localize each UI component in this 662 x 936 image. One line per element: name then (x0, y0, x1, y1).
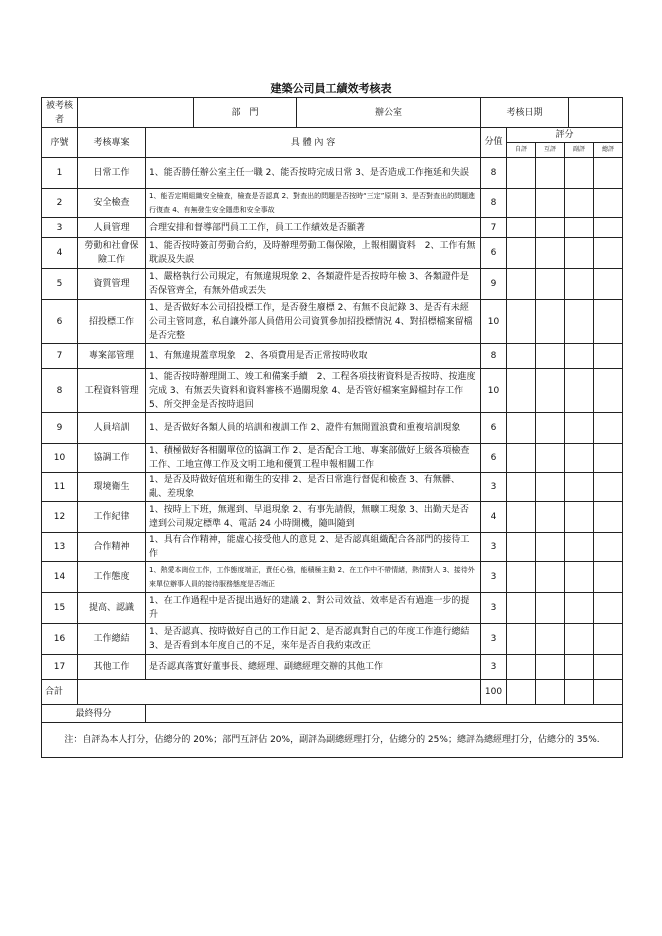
note-row (42, 723, 623, 758)
deputy-score-cell[interactable] (565, 593, 594, 624)
final-score-row (42, 705, 623, 723)
table-row (42, 189, 623, 218)
self-score-cell[interactable] (507, 158, 536, 189)
row-content: 合理安排和督導部門員工工作，員工工作績效是否顯著 (146, 218, 481, 238)
mutual-score-cell[interactable] (536, 189, 565, 218)
row-number: 12 (42, 502, 78, 533)
self-score-cell[interactable] (507, 218, 536, 238)
table-row (42, 593, 623, 624)
total-score-cell[interactable] (594, 624, 623, 655)
row-item: 提高、認識 (78, 593, 146, 624)
row-item: 勞動和社會保險工作 (78, 238, 146, 269)
row-score: 8 (481, 344, 507, 369)
row-score: 3 (481, 624, 507, 655)
self-score-cell[interactable] (507, 562, 536, 593)
row-content: 1、能否定期組織安全檢查，檢查是否認真 2、對查出的問題是否按時“三定”原則 3、是否對查出的問題進行復查 4、有無發生安全隱患和安全事故 (146, 189, 481, 218)
page-title: 建築公司員工績效考核表 (270, 82, 392, 95)
row-number: 1 (42, 158, 78, 189)
table-row (42, 300, 623, 344)
row-item: 工作總結 (78, 624, 146, 655)
table-row (42, 533, 623, 562)
table-row (42, 369, 623, 413)
table-row (42, 218, 623, 238)
row-number: 5 (42, 269, 78, 300)
self-total-cell[interactable] (507, 680, 536, 705)
row-number: 16 (42, 624, 78, 655)
deputy-score-cell[interactable] (565, 158, 594, 189)
table-row (42, 473, 623, 502)
row-item: 專案部管理 (78, 344, 146, 369)
deputy-score-cell[interactable] (565, 344, 594, 369)
total-score-cell[interactable] (594, 473, 623, 502)
deputy-score-cell[interactable] (565, 562, 594, 593)
table-row (42, 238, 623, 269)
self-score-cell[interactable] (507, 413, 536, 444)
total-score-cell[interactable] (594, 369, 623, 413)
row-content: 1、有無違規蓋章現象 2、各項費用是否正常按時收取 (146, 344, 481, 369)
mutual-score-cell[interactable] (536, 238, 565, 269)
total-score-cell[interactable] (594, 533, 623, 562)
row-item: 人員管理 (78, 218, 146, 238)
total-score-cell[interactable] (594, 344, 623, 369)
row-number: 14 (42, 562, 78, 593)
deputy-score-cell[interactable] (565, 413, 594, 444)
total-blank (78, 680, 481, 705)
row-score: 9 (481, 269, 507, 300)
row-number: 8 (42, 369, 78, 413)
total-score-cell[interactable] (594, 593, 623, 624)
self-score-cell[interactable] (507, 624, 536, 655)
col-score: 分值 (481, 128, 507, 158)
mutual-score-cell[interactable] (536, 593, 565, 624)
deputy-score-cell[interactable] (565, 189, 594, 218)
row-item: 工作態度 (78, 562, 146, 593)
row-score: 10 (481, 300, 507, 344)
mutual-score-cell[interactable] (536, 624, 565, 655)
total-score-cell[interactable] (594, 502, 623, 533)
row-content: 1、是否及時做好值班和衛生的安排 2、是否日常進行督促和檢查 3、有無髒、亂、差現象 (146, 473, 481, 502)
row-item: 資質管理 (78, 269, 146, 300)
self-score-cell[interactable] (507, 238, 536, 269)
mutual-score-cell[interactable] (536, 369, 565, 413)
total-score-cell[interactable] (594, 300, 623, 344)
row-score: 3 (481, 655, 507, 680)
row-number: 17 (42, 655, 78, 680)
row-item: 招投標工作 (78, 300, 146, 344)
col-mutual: 互評 (536, 143, 565, 158)
row-content: 1、是否認真、按時做好自己的工作日記 2、是否認真對自己的年度工作進行總結 3、是否看到本年度自己的不足，來年是否自我約束改正 (146, 624, 481, 655)
final-score-field[interactable] (146, 705, 623, 723)
col-self: 自評 (507, 143, 536, 158)
deputy-score-cell[interactable] (565, 624, 594, 655)
deputy-score-cell[interactable] (565, 655, 594, 680)
total-score-cell[interactable] (594, 444, 623, 473)
column-header-row (42, 128, 623, 143)
col-item: 考核專案 (78, 128, 146, 158)
total-score-cell[interactable] (594, 158, 623, 189)
row-item: 工作紀律 (78, 502, 146, 533)
final-score-label: 最終得分 (42, 705, 146, 723)
table-row (42, 344, 623, 369)
self-score-cell[interactable] (507, 533, 536, 562)
row-content: 1、熱愛本崗位工作，工作態度端正，責任心強，能積極主動 2、在工作中不帶情緒，熱情對人 3、接待外來單位辦事人員的接待服務態度是否端正 (146, 562, 481, 593)
col-no: 序號 (42, 128, 78, 158)
total-score-cell[interactable] (594, 562, 623, 593)
table-row (42, 158, 623, 189)
total-value: 100 (481, 680, 507, 705)
row-number: 3 (42, 218, 78, 238)
row-content: 1、能否按時簽訂勞動合約，及時辦理勞動工傷保險，上報相關資料 2、工作有無耽誤及失誤 (146, 238, 481, 269)
deputy-score-cell[interactable] (565, 473, 594, 502)
row-item: 協調工作 (78, 444, 146, 473)
deputy-score-cell[interactable] (565, 269, 594, 300)
overall-total-cell[interactable] (594, 680, 623, 705)
self-score-cell[interactable] (507, 593, 536, 624)
row-score: 3 (481, 562, 507, 593)
total-score-cell[interactable] (594, 655, 623, 680)
department-value: 辦公室 (296, 98, 480, 127)
date-field[interactable] (568, 98, 622, 127)
self-score-cell[interactable] (507, 189, 536, 218)
table-row (42, 655, 623, 680)
deputy-score-cell[interactable] (565, 218, 594, 238)
row-score: 10 (481, 369, 507, 413)
row-score: 8 (481, 158, 507, 189)
col-deputy: 副評 (565, 143, 594, 158)
mutual-score-cell[interactable] (536, 473, 565, 502)
row-number: 7 (42, 344, 78, 369)
row-item: 安全檢查 (78, 189, 146, 218)
row-content: 1、在工作過程中是否提出過好的建議 2、對公司效益、效率是否有過進一步的提升 (146, 593, 481, 624)
mutual-score-cell[interactable] (536, 300, 565, 344)
total-row (42, 680, 623, 705)
mutual-score-cell[interactable] (536, 502, 565, 533)
self-score-cell[interactable] (507, 444, 536, 473)
department-label: 部 門 (231, 107, 259, 118)
row-score: 4 (481, 502, 507, 533)
row-item: 工程資料管理 (78, 369, 146, 413)
deputy-score-cell[interactable] (565, 300, 594, 344)
mutual-score-cell[interactable] (536, 269, 565, 300)
row-number: 13 (42, 533, 78, 562)
row-number: 15 (42, 593, 78, 624)
mutual-total-cell[interactable] (536, 680, 565, 705)
row-score: 3 (481, 473, 507, 502)
table-row (42, 444, 623, 473)
header-info-row (42, 98, 623, 128)
mutual-score-cell[interactable] (536, 533, 565, 562)
table-row (42, 624, 623, 655)
row-item: 環境衛生 (78, 473, 146, 502)
row-number: 4 (42, 238, 78, 269)
total-score-cell[interactable] (594, 269, 623, 300)
table-row (42, 269, 623, 300)
table-row (42, 502, 623, 533)
total-score-cell[interactable] (594, 413, 623, 444)
row-content: 1、是否做好本公司招投標工作，是否發生廢標 2、有無不良記錄 3、是否有未經公司主管同意，私自讓外部人員借用公司資質參加招投標情況 4、對招標檔案留檔是否完整 (146, 300, 481, 344)
row-content: 1、嚴格執行公司規定，有無違規現象 2、各類證件是否按時年檢 3、各類證件是否保管齊全，有無外借或丟失 (146, 269, 481, 300)
total-score-cell[interactable] (594, 189, 623, 218)
row-item: 人員培訓 (78, 413, 146, 444)
row-item: 合作精神 (78, 533, 146, 562)
row-number: 10 (42, 444, 78, 473)
row-score: 6 (481, 413, 507, 444)
row-content: 1、具有合作精神，能虛心接受他人的意見 2、是否認真組織配合各部門的接待工作 (146, 533, 481, 562)
row-content: 1、能否勝任辦公室主任一職 2、能否按時完成日常 3、是否造成工作拖延和失誤 (146, 158, 481, 189)
assessment-table (41, 97, 623, 758)
mutual-score-cell[interactable] (536, 158, 565, 189)
self-score-cell[interactable] (507, 344, 536, 369)
row-content: 1、是否做好各類人員的培訓和複訓工作 2、證件有無閒置浪費和重複培訓現象 (146, 413, 481, 444)
row-item: 日常工作 (78, 158, 146, 189)
mutual-score-cell[interactable] (536, 413, 565, 444)
mutual-score-cell[interactable] (536, 344, 565, 369)
assessee-name-field[interactable] (78, 98, 194, 127)
total-label: 合計 (42, 680, 78, 705)
row-number: 9 (42, 413, 78, 444)
row-score: 8 (481, 189, 507, 218)
row-score: 3 (481, 533, 507, 562)
mutual-score-cell[interactable] (536, 562, 565, 593)
row-content: 1、按時上下班，無遲到、早退現象 2、有事先請假，無曠工現象 3、出勤天是否達到公司規定標準 4、電話 24 小時開機，隨叫隨到 (146, 502, 481, 533)
deputy-score-cell[interactable] (565, 238, 594, 269)
col-total: 總評 (594, 143, 623, 158)
footnote: 注：自評為本人打分，佔總分的 20%；部門互評佔 20%，副評為副總經理打分，佔總分的 25%；總評為總經理打分，佔總分的 35%. (42, 723, 623, 758)
row-score: 6 (481, 238, 507, 269)
row-content: 1、能否按時辦理開工、竣工和備案手續 2、工程各項技術資料是否按時、按進度完成 3、有無丟失資料和資料審核不過關現象 4、是否管好檔案室歸檔封存工作 5、所交押金是否按時退回 (146, 369, 481, 413)
row-item: 其他工作 (78, 655, 146, 680)
table-row (42, 562, 623, 593)
table-row (42, 413, 623, 444)
self-score-cell[interactable] (507, 502, 536, 533)
mutual-score-cell[interactable] (536, 444, 565, 473)
deputy-score-cell[interactable] (565, 533, 594, 562)
row-content: 1、積極做好各相關單位的協調工作 2、是否配合工地、專案部做好上級各項檢查工作、工地宣傳工作及文明工地和優質工程申報相關工作 (146, 444, 481, 473)
row-number: 2 (42, 189, 78, 218)
row-content: 是否認真落實好董事長、總經理、副總經理交辦的其他工作 (146, 655, 481, 680)
self-score-cell[interactable] (507, 269, 536, 300)
col-content: 具 體 內 容 (146, 128, 481, 158)
self-score-cell[interactable] (507, 369, 536, 413)
row-score: 7 (481, 218, 507, 238)
deputy-total-cell[interactable] (565, 680, 594, 705)
row-score: 3 (481, 593, 507, 624)
deputy-score-cell[interactable] (565, 502, 594, 533)
deputy-score-cell[interactable] (565, 369, 594, 413)
total-score-cell[interactable] (594, 218, 623, 238)
deputy-score-cell[interactable] (565, 444, 594, 473)
col-rating: 評分 (507, 128, 623, 143)
row-number: 6 (42, 300, 78, 344)
row-score: 6 (481, 444, 507, 473)
total-score-cell[interactable] (594, 238, 623, 269)
date-label: 考核日期 (506, 107, 543, 118)
self-score-cell[interactable] (507, 655, 536, 680)
mutual-score-cell[interactable] (536, 655, 565, 680)
self-score-cell[interactable] (507, 300, 536, 344)
row-number: 11 (42, 473, 78, 502)
self-score-cell[interactable] (507, 473, 536, 502)
mutual-score-cell[interactable] (536, 218, 565, 238)
assessee-label: 被考核者 (42, 98, 78, 128)
